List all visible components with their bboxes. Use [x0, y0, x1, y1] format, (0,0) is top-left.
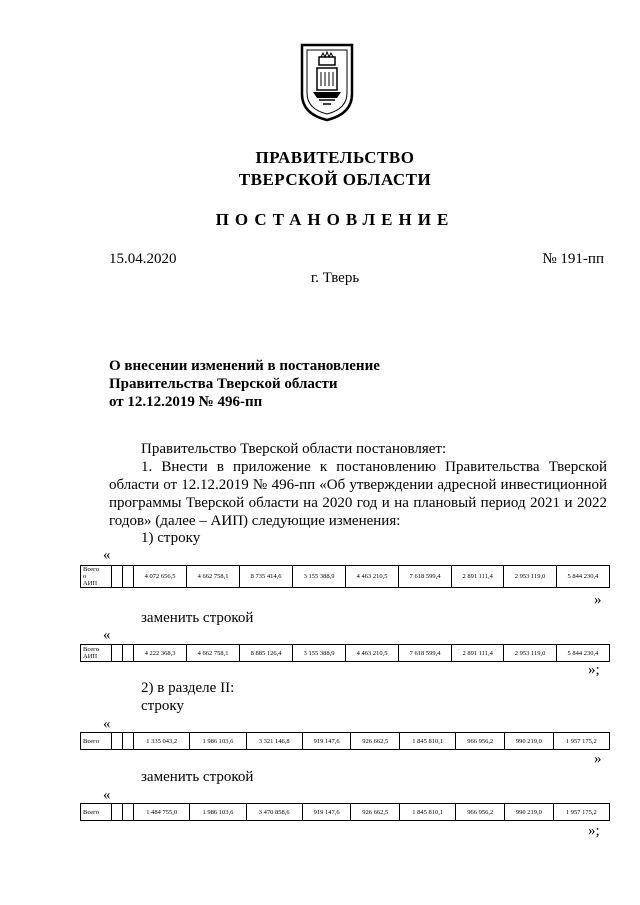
value-cell: 1 335 043,2 [134, 733, 190, 750]
org-name-line1: ПРАВИТЕЛЬСТВО [255, 148, 415, 167]
subject-line: Правительства Тверской области [109, 376, 338, 392]
org-name-line2: ТВЕРСКОЙ ОБЛАСТИ [238, 170, 432, 189]
value-cell: 2 953 119,0 [504, 566, 557, 588]
value-cell: 8 735 414,6 [240, 566, 293, 588]
value-cell: 1 484 755,0 [134, 804, 190, 821]
coat-of-arms-icon [299, 42, 355, 122]
empty-cell [112, 566, 123, 588]
empty-cell [112, 804, 123, 821]
value-cell: 5 844 230,4 [556, 645, 609, 662]
subject-line: от 12.12.2019 № 496-пп [109, 394, 263, 410]
value-cell: 4 463 210,5 [346, 645, 399, 662]
value-cell: 4 662 758,1 [187, 645, 240, 662]
value-cell: 1 957 175,2 [553, 733, 609, 750]
value-cell: 3 470 858,6 [246, 804, 302, 821]
empty-cell [123, 733, 134, 750]
value-cell: 1 845 810,1 [400, 733, 456, 750]
value-cell: 2 953 119,0 [504, 645, 557, 662]
document-city: г. Тверь [310, 270, 360, 286]
value-cell: 966 956,2 [456, 733, 505, 750]
value-cell: 919 147,6 [302, 733, 351, 750]
close-quote: » [594, 592, 602, 608]
value-cell: 8 885 126,4 [240, 645, 293, 662]
value-cell: 1 845 810,1 [400, 804, 456, 821]
close-quote-semicolon: »; [588, 823, 600, 839]
value-cell: 4 072 656,5 [134, 566, 187, 588]
subitem-1: 1) строку [141, 530, 201, 546]
close-quote: » [594, 751, 602, 767]
value-cell: 7 618 599,4 [399, 645, 452, 662]
value-cell: 2 891 111,4 [452, 566, 504, 588]
document-type: ПОСТАНОВЛЕНИЕ [215, 210, 455, 229]
document-number: № 191-пп [542, 251, 604, 267]
document-subject [109, 357, 449, 411]
empty-cell [123, 566, 134, 588]
empty-cell [112, 645, 123, 662]
row-label: Всего [81, 733, 112, 750]
subitem-2: 2) в разделе II: [141, 680, 235, 696]
replace-text-2: заменить строкой [141, 769, 254, 785]
row-label: Всего о АИП [81, 566, 112, 588]
open-quote: « [103, 787, 111, 803]
value-cell: 3 155 388,9 [293, 566, 346, 588]
value-cell: 4 463 210,5 [346, 566, 399, 588]
value-cell: 926 662,5 [351, 804, 400, 821]
item-1-text: 1. Внести в приложение к постановлению Правительства Тверской области от 12.12.2019 № 496-пп «Об утверждении адресной инвестиционной программы Тверской области на 2020 год и на плановый период 2021 и 2022 годов» (далее – АИП) следующие изменения: [109, 459, 607, 529]
row-label: Всего АИП [81, 645, 112, 662]
value-cell: 926 662,5 [351, 733, 400, 750]
row-label: Всего [81, 804, 112, 821]
value-cell: 2 891 111,4 [452, 645, 504, 662]
value-cell: 919 147,6 [302, 804, 351, 821]
document-date: 15.04.2020 [109, 251, 177, 267]
value-cell: 3 321 146,8 [246, 733, 302, 750]
empty-cell [112, 733, 123, 750]
open-quote: « [103, 627, 111, 643]
value-cell: 3 155 388,9 [293, 645, 346, 662]
value-cell: 4 662 758,1 [187, 566, 240, 588]
open-quote: « [103, 716, 111, 732]
replace-text-1: заменить строкой [141, 610, 254, 626]
value-cell: 1 957 175,2 [553, 804, 609, 821]
empty-cell [123, 645, 134, 662]
table-row-new-aip [80, 644, 610, 662]
row-word: строку [141, 698, 184, 714]
value-cell: 1 986 103,6 [190, 733, 246, 750]
intro-text: Правительство Тверской области постановляет: [141, 441, 447, 457]
table-row-old-section2 [80, 732, 610, 750]
table-row-old-aip [80, 565, 610, 588]
value-cell: 966 956,2 [456, 804, 505, 821]
value-cell: 1 986 103,6 [190, 804, 246, 821]
empty-cell [123, 804, 134, 821]
value-cell: 990 219,0 [505, 733, 554, 750]
close-quote-semicolon: »; [588, 662, 600, 678]
subject-line: О внесении изменений в постановление [109, 358, 380, 374]
value-cell: 5 844 230,4 [556, 566, 609, 588]
value-cell: 7 618 599,4 [399, 566, 452, 588]
table-row-new-section2 [80, 803, 610, 821]
value-cell: 4 222 368,3 [134, 645, 187, 662]
value-cell: 990 219,0 [505, 804, 554, 821]
open-quote: « [103, 547, 111, 563]
